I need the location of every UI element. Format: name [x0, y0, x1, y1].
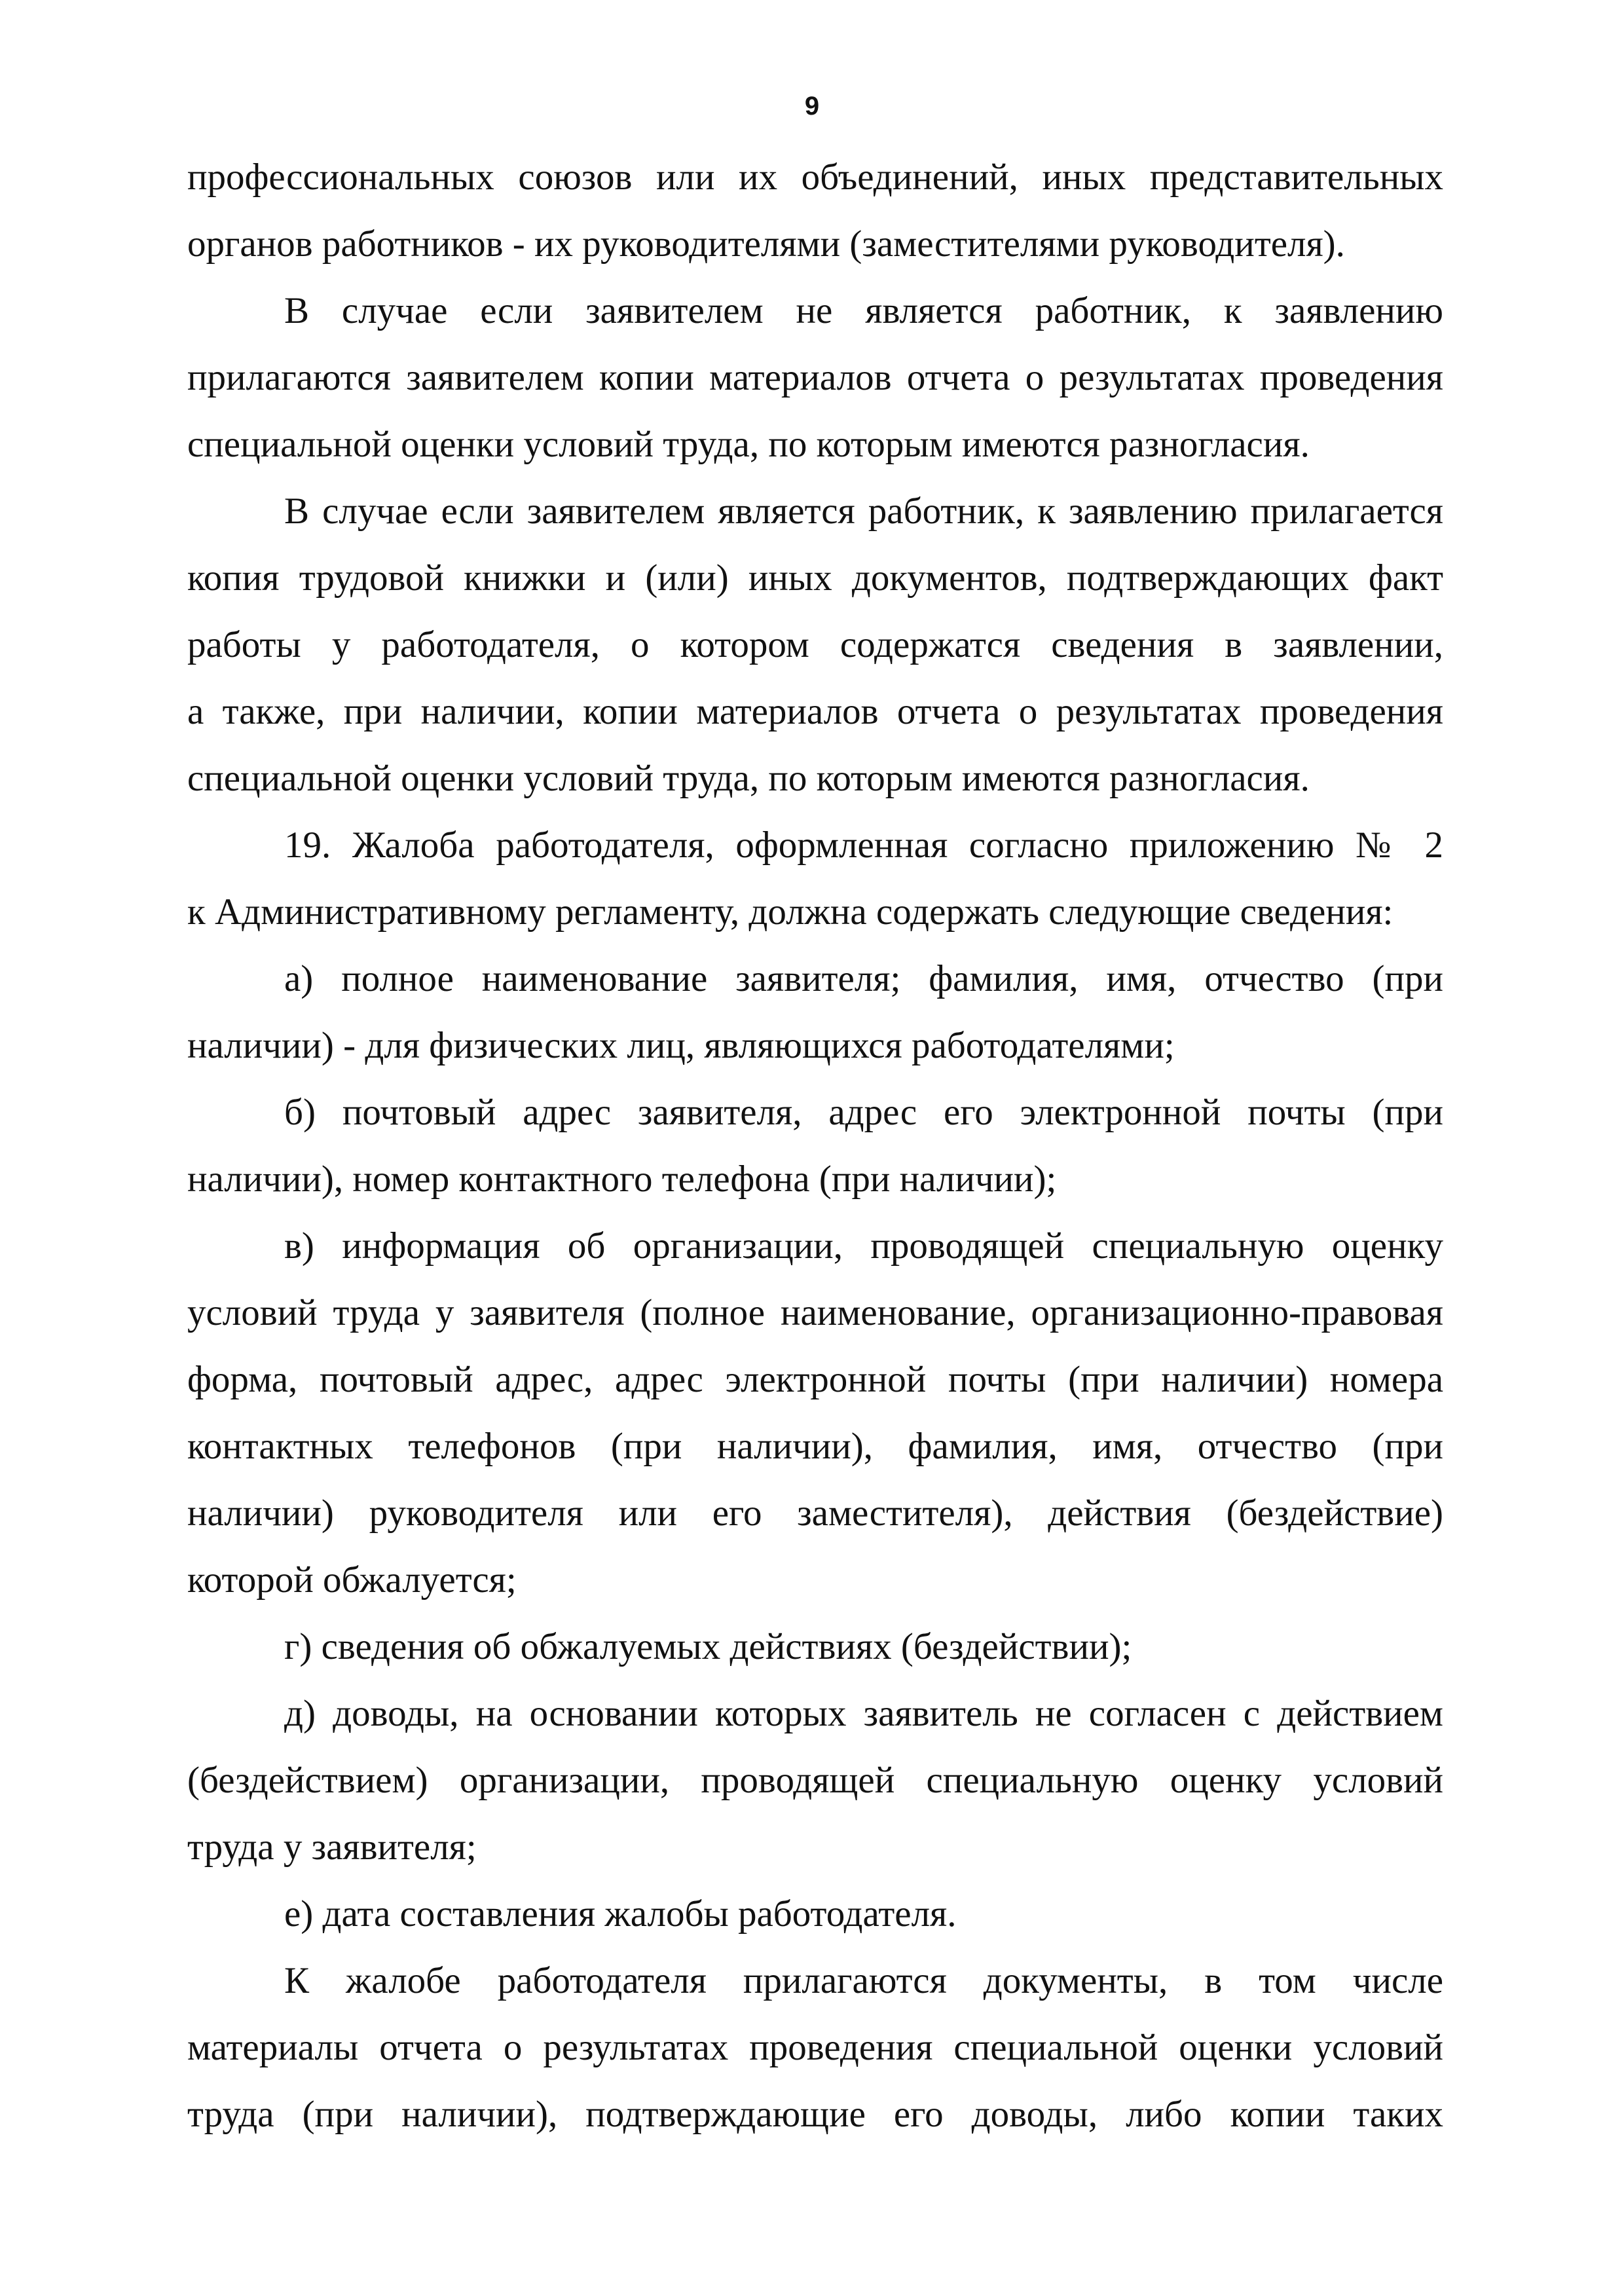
text-line: наличии) руководителя или его заместителя), действия (бездействие) — [187, 1492, 1443, 1534]
text-line: д) доводы, на основании которых заявитель не согласен с действием — [284, 1693, 1443, 1734]
text-line: прилагаются заявителем копии материалов отчета о результатах проведения — [187, 357, 1443, 398]
text-line: а также, при наличии, копии материалов отчета о результатах проведения — [187, 691, 1443, 732]
text-line: г) сведения об обжалуемых действиях (бездействии); — [284, 1626, 1132, 1667]
text-line: В случае если заявителем не является работник, к заявлению — [284, 290, 1443, 331]
text-line: к Административному регламенту, должна содержать следующие сведения: — [187, 891, 1393, 933]
text-line: специальной оценки условий труда, по которым имеются разногласия. — [187, 758, 1310, 799]
document-body — [187, 144, 1443, 2148]
text-line: профессиональных союзов или их объединений, иных представительных — [187, 157, 1443, 198]
text-line: В случае если заявителем является работник, к заявлению прилагается — [284, 491, 1443, 532]
text-line: контактных телефонов (при наличии), фамилия, имя, отчество (при — [187, 1426, 1443, 1467]
text-line: копия трудовой книжки и (или) иных документов, подтверждающих факт — [187, 557, 1443, 599]
text-line: е) дата составления жалобы работодателя. — [284, 1893, 957, 1935]
text-line: К жалобе работодателя прилагаются документы, в том числе — [284, 1960, 1443, 2001]
text-line: наличии) - для физических лиц, являющихся работодателями; — [187, 1025, 1175, 1066]
text-line: работы у работодателя, о котором содержатся сведения в заявлении, — [187, 624, 1443, 665]
text-line: наличии), номер контактного телефона (при наличии); — [187, 1158, 1057, 1200]
text-line: специальной оценки условий труда, по которым имеются разногласия. — [187, 424, 1310, 465]
text-line: 19. Жалоба работодателя, оформленная согласно приложению № 2 — [284, 824, 1443, 866]
text-line: б) почтовый адрес заявителя, адрес его электронной почты (при — [284, 1092, 1443, 1133]
text-line: (бездействием) организации, проводящей специальную оценку условий — [187, 1760, 1443, 1801]
text-line: условий труда у заявителя (полное наименование, организационно-правовая — [187, 1292, 1443, 1333]
text-line: органов работников - их руководителями (заместителями руководителя). — [187, 223, 1345, 265]
text-line: которой обжалуется; — [187, 1559, 517, 1601]
text-line: труда у заявителя; — [187, 1826, 477, 1868]
text-line: материалы отчета о результатах проведения специальной оценки условий — [187, 2027, 1443, 2068]
text-line: труда (при наличии), подтверждающие его доводы, либо копии таких — [187, 2094, 1443, 2135]
text-line: форма, почтовый адрес, адрес электронной почты (при наличии) номера — [187, 1359, 1443, 1400]
text-line: в) информация об организации, проводящей специальную оценку — [284, 1225, 1443, 1267]
page-number: 9 — [804, 92, 820, 120]
text-line: а) полное наименование заявителя; фамилия, имя, отчество (при — [284, 958, 1443, 999]
